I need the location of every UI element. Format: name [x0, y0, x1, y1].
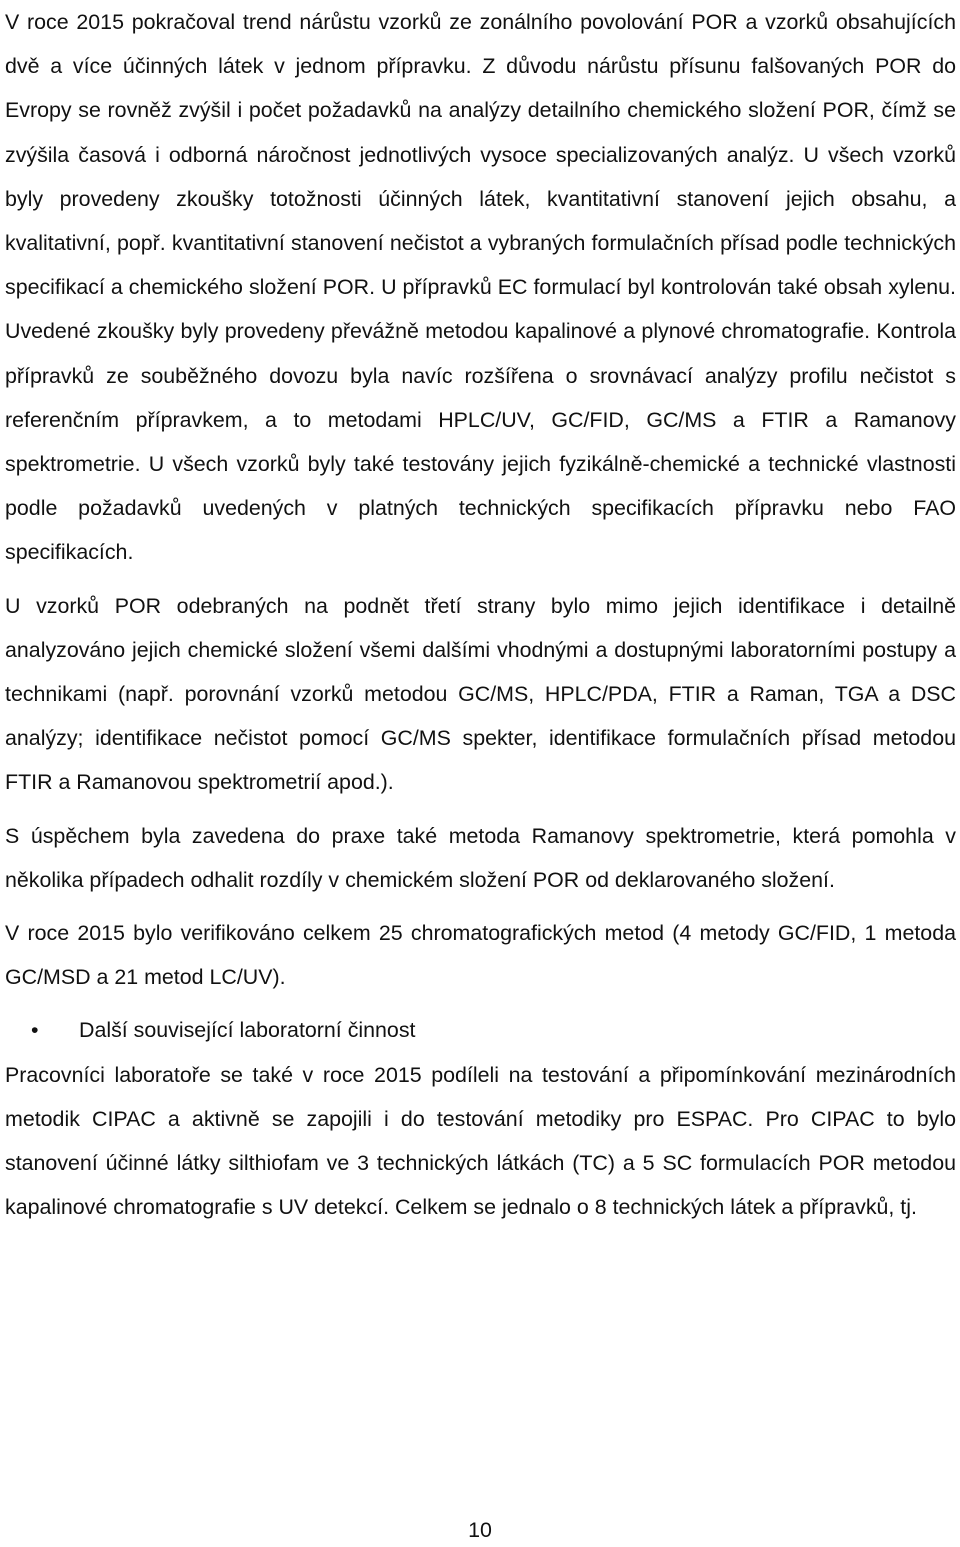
paragraph-gap	[5, 805, 956, 814]
paragraph-3: S úspěchem byla zavedena do praxe také metoda Ramanovy spektrometrie, která pomohla v několika případech odhalit rozdíly v chemickém složení POR od deklarovaného složení.	[5, 823, 956, 892]
bullet-icon: •	[31, 1018, 39, 1043]
bullet-text: Další související laboratorní činnost	[79, 1018, 416, 1043]
paragraph-5: Pracovníci laboratoře se také v roce 2015 podíleli na testování a připomínkování mezinárodních metodik CIPAC a aktivně se zapojili i do testování metodiky pro ESPAC. Pro CIPAC to bylo stanovení účinné látky silthiofam ve 3 technických látkách (TC) a 5 SC formulacích POR metodou kapalinové chromatografie s UV detekcí. Celkem se jednalo o 8 technických látek a přípravků, tj.	[5, 1062, 956, 1220]
page-number: 10	[468, 1518, 492, 1542]
paragraph-gap	[5, 575, 956, 584]
document-page	[5, 0, 956, 1547]
paragraph-1: V roce 2015 pokračoval trend nárůstu vzorků ze zonálního povolování POR a vzorků obsahujících dvě a více účinných látek v jednom přípravku. Z důvodu nárůstu přísunu falšovaných POR do Evropy se rovněž zvýšil i počet požadavků na analýzy detailního chemického složení POR, čímž se zvýšila časová i odborná náročnost jednotlivých vysoce specializovaných analýz. U všech vzorků byly provedeny zkoušky totožnosti účinných látek, kvantitativní stanovení jejich obsahu, a kvalitativní, popř. kvantitativní stanovení nečistot a vybraných formulačních přísad podle technických specifikací a chemického složení POR. U přípravků EC formulací byl kontrolován také obsah xylenu. Uvedené zkoušky byly provedeny převážně metodou kapalinové a plynové chromatografie. Kontrola přípravků ze souběžného dovozu byla navíc rozšířena o srovnávací analýzy profilu nečistot s referenčním přípravkem, a to metodami HPLC/UV, GC/FID, GC/MS a FTIR a Ramanovy spektrometrie. U všech vzorků byly také testovány jejich fyzikálně-chemické a technické vlastnosti podle požadavků uvedených v platných technických specifikacích přípravku nebo FAO specifikacích.	[5, 10, 956, 565]
paragraph-gap	[5, 902, 956, 911]
paragraph-4: V roce 2015 bylo verifikováno celkem 25 chromatografických metod (4 metody GC/FID, 1 metoda GC/MSD a 21 metod LC/UV).	[5, 921, 956, 990]
paragraph-2: U vzorků POR odebraných na podnět třetí strany bylo mimo jejich identifikace i detailně analyzováno jejich chemické složení všemi dalšími vhodnými a dostupnými laboratorními postupy a technikami (např. porovnání vzorků metodou GC/MS, HPLC/PDA, FTIR a Raman, TGA a DSC analýzy; identifikace nečistot pomocí GC/MS spekter, identifikace formulačních přísad metodou FTIR a Ramanovou spektrometrií apod.).	[5, 593, 956, 795]
bullet-item	[5, 1008, 956, 1052]
